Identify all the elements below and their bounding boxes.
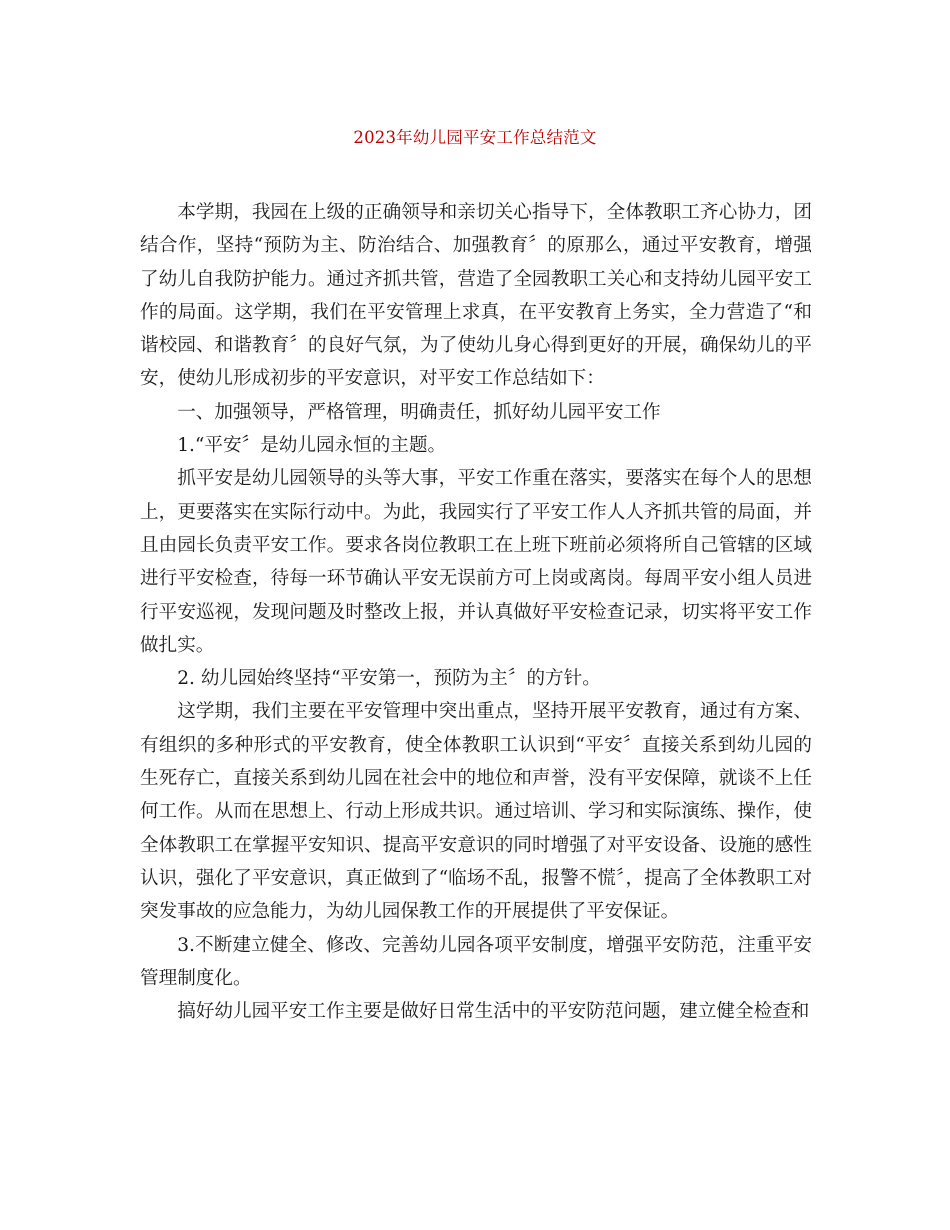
paragraph-2: 这学期，我们主要在平安管理中突出重点，坚持开展平安教育，通过有方案、有组织的多种形式的平安教育，使全体教职工认识到“平安〞直接关系到幼儿园的生死存亡，直接关系到幼儿园在社会中的地位和声誉，没有平安保障，就谈不上任何工作。从而在思想上、行动上形成共识。通过培训、学习和实际演练、操作，使全体教职工在掌握平安知识、提高平安意识的同时增强了对平安设备、设施的感性认识，强化了平安意识，真正做到了“临场不乱，报警不慌〞，提高了全体教职工对突发事故的应急能力，为幼儿园保教工作的开展提供了平安保证。 [140, 701, 812, 923]
document-title: 2023年幼儿园平安工作总结范文 [353, 128, 597, 147]
subheading-2: 2. 幼儿园始终坚持“平安第一，预防为主〞的方针。 [177, 668, 601, 690]
subheading-1: 1.“平安〞是幼儿园永恒的主题。 [177, 435, 447, 457]
paragraph-3: 搞好幼儿园平安工作主要是做好日常生活中的平安防范问题，建立健全检查和 [177, 1001, 810, 1023]
paragraph-intro: 本学期，我园在上级的正确领导和亲切关心指导下，全体教职工齐心协力，团结合作，坚持“预防为主、防治结合、加强教育〞的原那么，通过平安教育，增强了幼儿自我防护能力。通过齐抓共管，营造了全园教职工关心和支持幼儿园平安工作的局面。这学期，我们在平安管理上求真，在平安教育上务实，全力营造了“和谐校园、和谐教育〞的良好气氛，为了使幼儿身心得到更好的开展，确保幼儿的平安，使幼儿形成初步的平安意识，对平安工作总结如下： [140, 202, 812, 390]
subheading-3: 3.不断建立健全、修改、完善幼儿园各项平安制度，增强平安防范，注重平安管理制度化。 [140, 934, 812, 989]
document-body [140, 196, 812, 1028]
section-heading-1: 一、加强领导，严格管理，明确责任，抓好幼儿园平安工作 [177, 401, 661, 423]
paragraph-1: 抓平安是幼儿园领导的头等大事，平安工作重在落实，要落实在每个人的思想上，更要落实在实际行动中。为此，我园实行了平安工作人人齐抓共管的局面，并且由园长负责平安工作。要求各岗位教职工在上班下班前必须将所自己管辖的区域进行平安检查，待每一环节确认平安无误前方可上岗或离岗。每周平安小组人员进行平安巡视，发现问题及时整改上报，并认真做好平安检查记录，切实将平安工作做扎实。 [140, 468, 812, 656]
